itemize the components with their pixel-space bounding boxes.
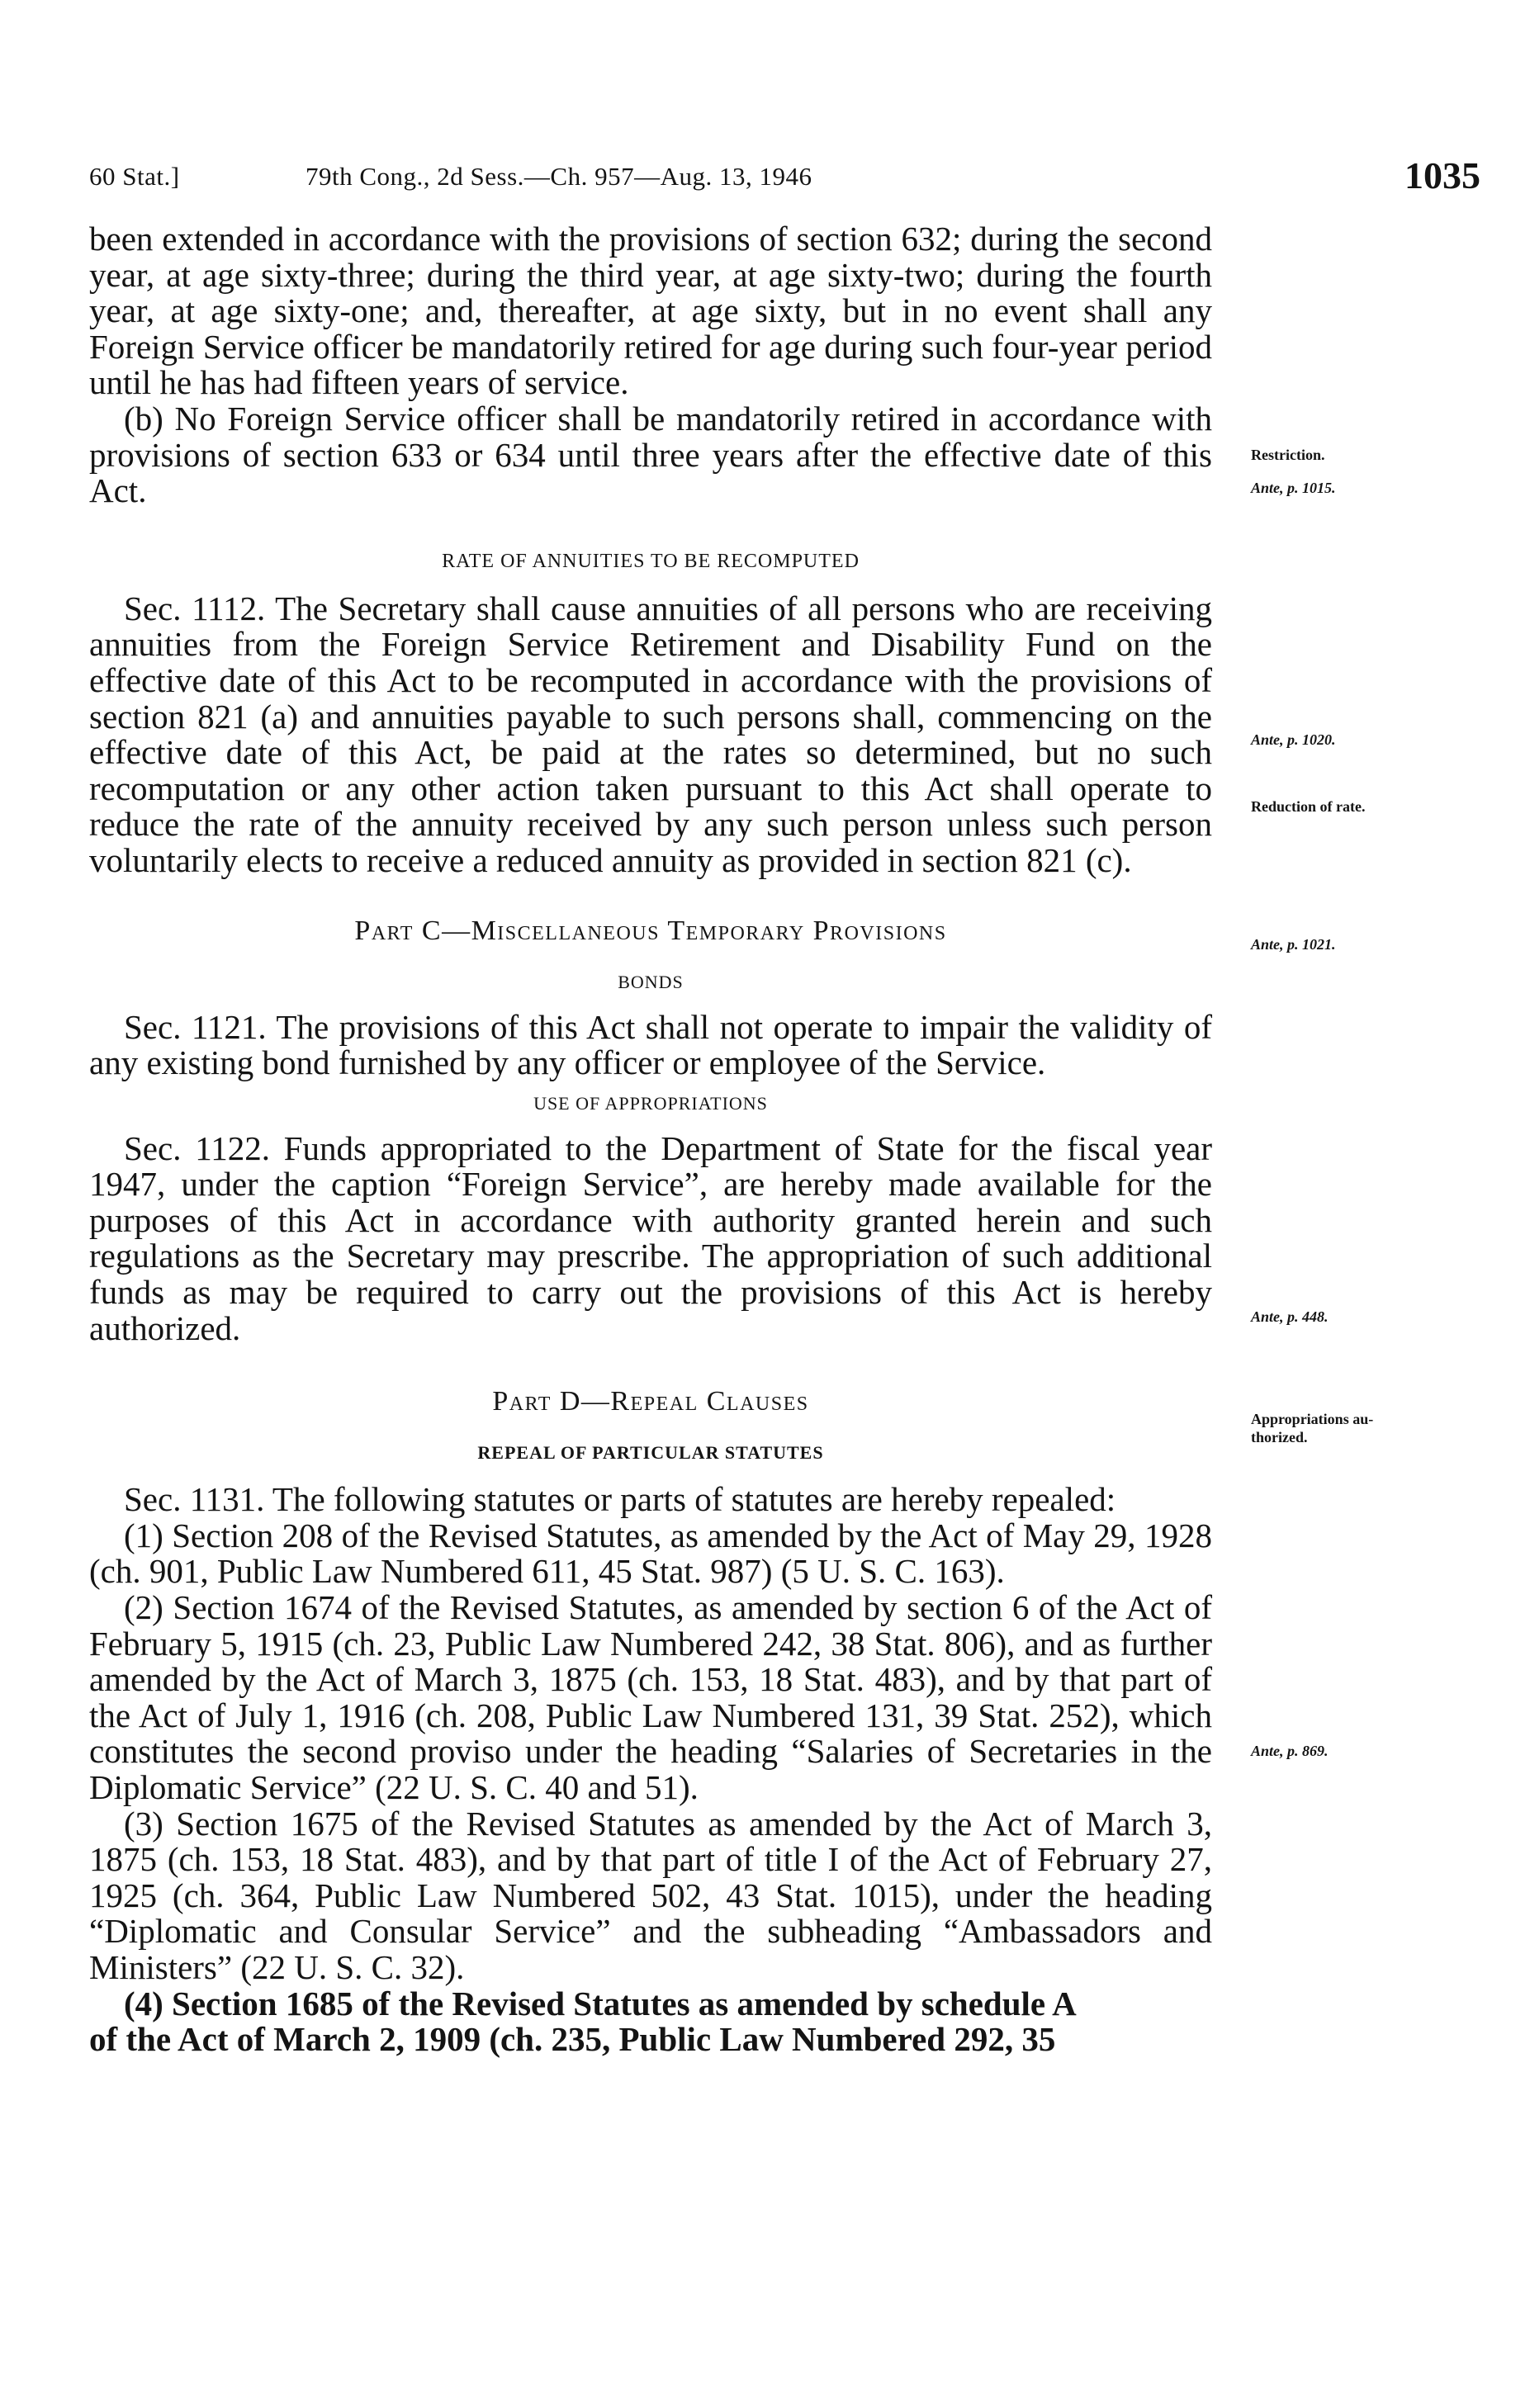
running-head [89,154,1480,203]
section-1121: Sec. 1121. The provisions of this Act shall not operate to impair the validity of any existing bond furnished by any officer or employee of the Service. [89,1007,1212,1082]
page-number: 1035 [1404,154,1480,196]
margin-note-reduction-of-rate: Reduction of rate. [1251,798,1366,815]
margin-note-ante-1021: Ante, p. 1021. [1251,936,1336,953]
repeal-item-2: (2) Section 1674 of the Revised Statutes, as amended by section 6 of the Act of February 5, 1915 (ch. 23, Public Law Numbered 242, 38 Stat. 806), and as further amended by the Act of March 3, 1875 (ch. 153, 18 Stat. 483), and by that part of the Act of July 1, 1916 (ch. 208, Public Law Numbered 131, 39 Stat. 252), which constitutes the second proviso under the heading “Salaries of Secretaries in the Diplomatic Service” (22 U. S. C. 40 and 51). [89,1588,1212,1806]
heading-bonds: BONDS [618,971,684,992]
repeal-item-4-end: of the Act of March 2, 1909 (ch. 235, Public Law Numbered 292, 35 [89,2020,1056,2059]
margin-note-ante-1015: Ante, p. 1015. [1251,480,1336,496]
paragraph-b: (b) No Foreign Service officer shall be mandatorily retired in accordance with provisions of section 633 or 634 until three years after the effective date of this Act. [89,399,1212,510]
section-1131: Sec. 1131. The following statutes or parts of statutes are hereby repealed: [124,1480,1116,1519]
margin-note-ante-1020: Ante, p. 1020. [1251,731,1336,748]
volume-reference: 60 Stat.] [89,162,180,191]
margin-note-appropriations [1251,1410,1373,1446]
margin-note-ante-448: Ante, p. 448. [1251,1308,1329,1325]
repeal-item-4-start: (4) Section 1685 of the Revised Statutes as amended by schedule A [124,1984,1077,2022]
section-1122: Sec. 1122. Funds appropriated to the Department of State for the fiscal year 1947, under the caption “Foreign Service”, are hereby made available for the purposes of this Act in accordance with authority granted herein and such regulations as the Secretary may prescribe. The appropriation of such additional funds as may be required to carry out the provisions of this Act is hereby authorized. [89,1128,1212,1347]
heading-repeal-of-statutes: REPEAL OF PARTICULAR STATUTES [477,1442,824,1464]
part-d-heading: Part D—Repeal Clauses [492,1386,809,1417]
repeal-item-1: (1) Section 208 of the Revised Statutes, as amended by the Act of May 29, 1928 (ch. 901, Public Law Numbered 611, 45 Stat. 987) (5 U. S. C. 163). [89,1516,1212,1591]
paragraph-continuation: been extended in accordance with the provisions of section 632; during the second year, at age sixty-three; during the third year, at age sixty-two; during the fourth year, at age sixty-one; and, thereafter, at age sixty, but in no event shall any Foreign Service officer be mandatorily retired for age during such four-year period until he has had fifteen years of service. [89,220,1212,402]
repeal-item-3: (3) Section 1675 of the Revised Statutes as amended by the Act of March 3, 1875 (ch. 153, 18 Stat. 483), and by that part of title I of the Act of February 27, 1925 (ch. 364, Public Law Numbered 502, 43 Stat. 1015), under the heading “Diplomatic and Consular Service” and the subheading “Ambassadors and Ministers” (22 U. S. C. 32). [89,1804,1212,1986]
margin-note-restriction: Restriction. [1251,447,1325,463]
congress-session-chapter: 79th Cong., 2d Sess.—Ch. 957—Aug. 13, 1946 [306,162,812,191]
heading-rate-of-annuities: RATE OF ANNUITIES TO BE RECOMPUTED [442,550,860,572]
margin-note-appropriations-line1: Appropriations au- [1251,1411,1374,1427]
margin-note-ante-869: Ante, p. 869. [1251,1743,1329,1759]
heading-use-of-appropriations: USE OF APPROPRIATIONS [533,1092,768,1114]
section-1112: Sec. 1112. The Secretary shall cause annuities of all persons who are receiving annuities from the Foreign Service Retirement and Disability Fund on the effective date of this Act to be recomputed in accordance with the provisions of section 821 (a) and annuities payable to such persons shall, commencing on the effective date of this Act, be paid at the rates so determined, but no such recomputation or any other action taken pursuant to this Act shall operate to reduce the rate of the annuity received by any such person unless such person voluntarily elects to receive a reduced annuity as provided in section 821 (c). [89,589,1212,879]
body-text [89,221,1212,2058]
margin-note-appropriations-line2: thorized. [1251,1429,1308,1445]
part-c-heading: Part C—Miscellaneous Temporary Provisions [354,915,947,946]
